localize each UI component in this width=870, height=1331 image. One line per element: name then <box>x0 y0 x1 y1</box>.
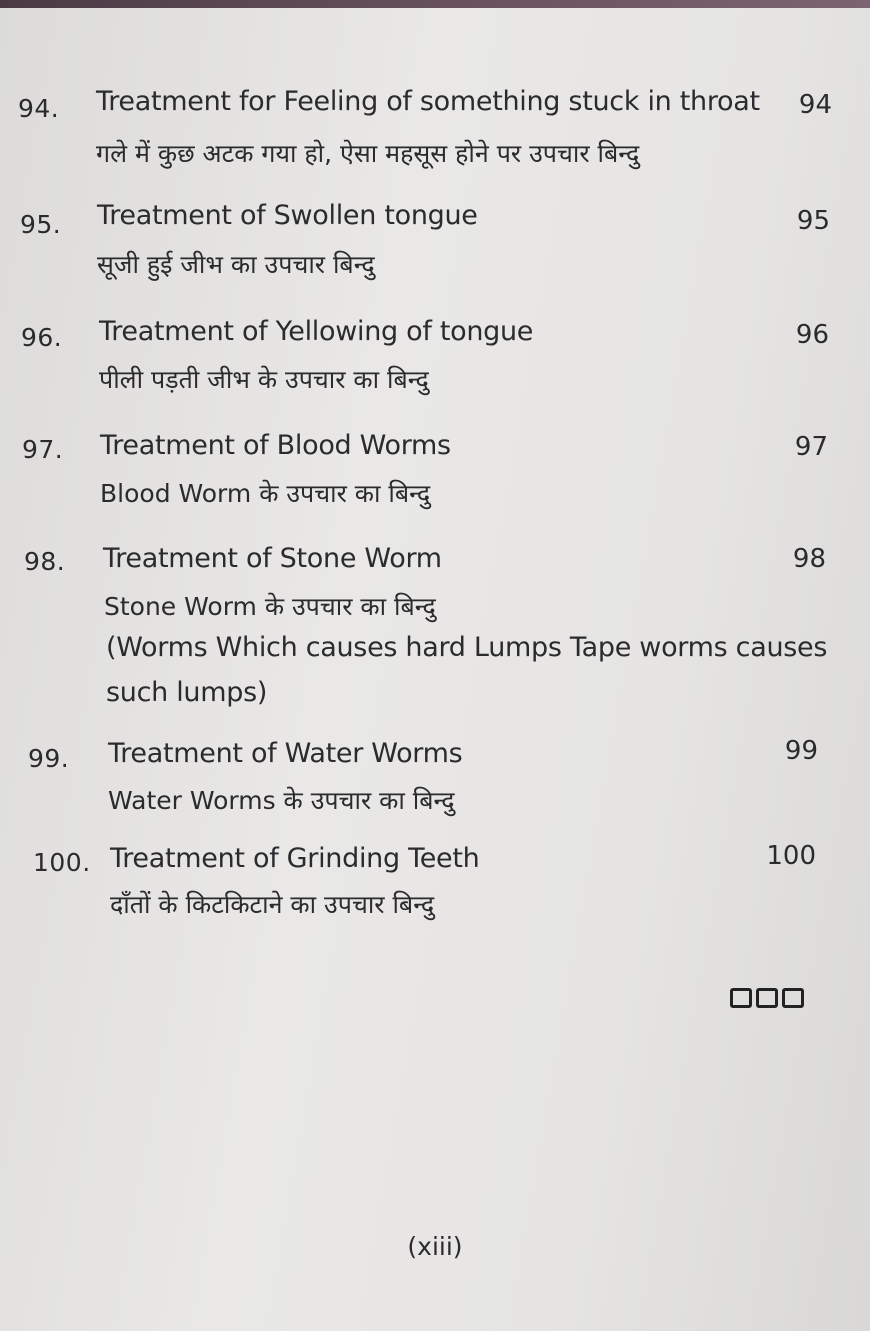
square-ornament-icon <box>730 988 752 1008</box>
entry-hindi: सूजी हुई जीभ का उपचार बिन्दु <box>97 250 375 279</box>
entry-note: (Worms Which causes hard Lumps Tape worms causes <box>106 632 828 663</box>
entry-page: 100 <box>766 841 816 871</box>
entry-hindi: Blood Worm के उपचार का बिन्दु <box>100 479 431 508</box>
entry-title: Treatment of Swollen tongue <box>97 200 478 231</box>
page-number: (xiii) <box>407 1232 463 1261</box>
section-end-ornament <box>730 988 816 1014</box>
entry-number: 94. <box>18 94 60 123</box>
entry-number: 97. <box>22 435 64 464</box>
entry-number: 99. <box>28 744 70 773</box>
entry-hindi: Stone Worm के उपचार का बिन्दु <box>104 592 436 621</box>
entry-hindi: पीली पड़ती जीभ के उपचार का बिन्दु <box>99 365 429 394</box>
entry-number: 98. <box>24 547 66 576</box>
entry-title: Treatment of Yellowing of tongue <box>99 316 534 347</box>
entry-hindi: गले में कुछ अटक गया हो, ऐसा महसूस होने पर उपचार बिन्दु <box>96 139 640 168</box>
entry-page: 94 <box>798 90 832 120</box>
entry-title: Treatment of Grinding Teeth <box>110 843 480 874</box>
entry-page: 97 <box>794 432 828 462</box>
page-top-edge <box>0 0 870 8</box>
entry-title: Treatment of Water Worms <box>108 738 463 769</box>
entry-hindi: दाँतों के किटकिटाने का उपचार बिन्दु <box>110 890 435 919</box>
entry-note: such lumps) <box>106 677 268 708</box>
entry-number: 96. <box>21 323 63 352</box>
entry-number: 95. <box>20 210 62 239</box>
entry-hindi: Water Worms के उपचार का बिन्दु <box>108 786 455 815</box>
square-ornament-icon <box>782 988 804 1008</box>
square-ornament-icon <box>756 988 778 1008</box>
entry-title: Treatment of Stone Worm <box>103 543 442 574</box>
entry-page: 98 <box>792 544 826 574</box>
entry-page: 95 <box>796 206 830 236</box>
entry-title: Treatment for Feeling of something stuck in throat <box>96 86 760 117</box>
entry-page: 96 <box>795 320 829 350</box>
entry-title: Treatment of Blood Worms <box>100 430 451 461</box>
entry-page: 99 <box>784 736 818 766</box>
entry-number: 100. <box>33 848 91 877</box>
